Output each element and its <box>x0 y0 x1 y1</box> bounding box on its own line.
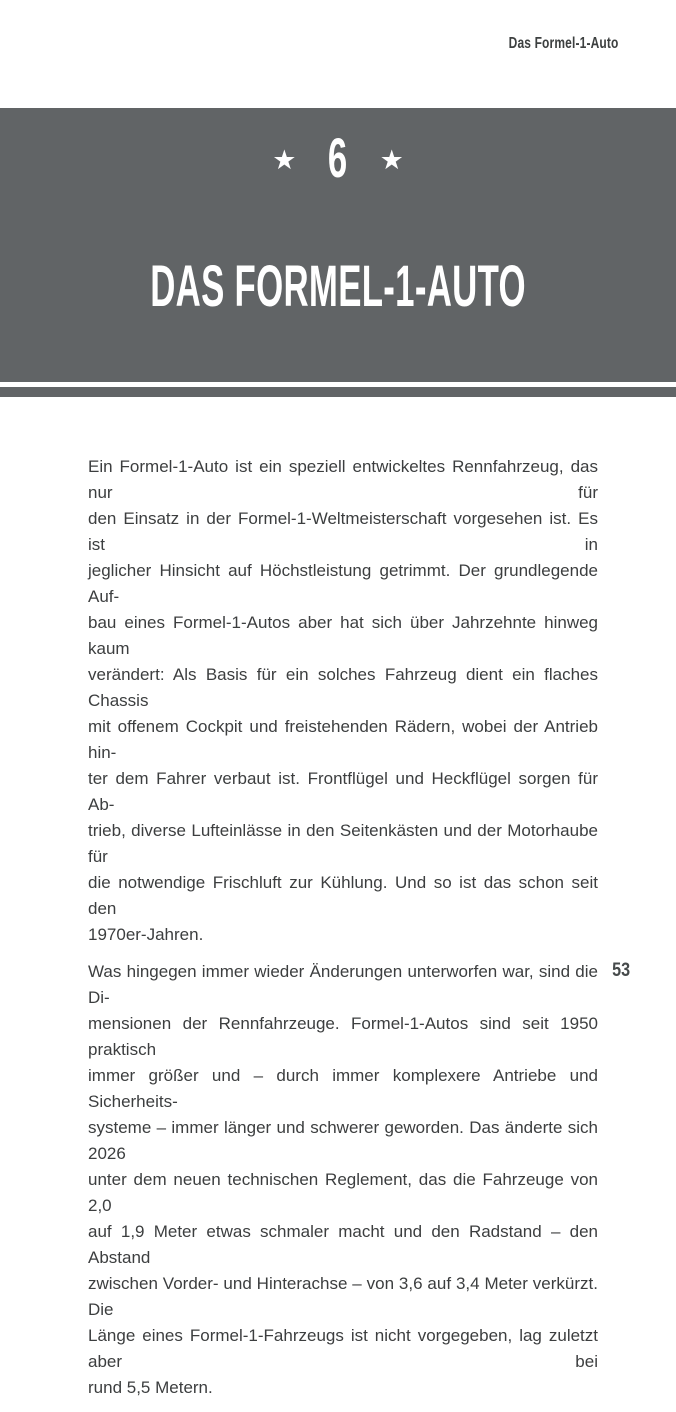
text-line: ter dem Fahrer verbaut ist. Frontflügel und Heckflügel sorgen für Ab- <box>88 769 598 814</box>
text-line: Was hingegen immer wieder Änderungen unterworfen war, sind die Di- <box>88 962 598 1007</box>
chapter-title <box>0 254 676 319</box>
text-line: immer größer und – durch immer komplexere Antriebe und Sicherheits- <box>88 1066 598 1111</box>
text-line: zwischen Vorder- und Hinterachse – von 3,6 auf 3,4 Meter verkürzt. Die <box>88 1274 598 1319</box>
running-header: Das Formel-1-Auto <box>509 35 619 52</box>
chapter-banner <box>0 108 676 382</box>
text-line: unter dem neuen technischen Reglement, das die Fahrzeuge von 2,0 <box>88 1170 598 1215</box>
text-line: mensionen der Rennfahrzeuge. Formel-1-Autos sind seit 1950 praktisch <box>88 1014 598 1059</box>
text-line: systeme – immer länger und schwerer geworden. Das änderte sich 2026 <box>88 1118 598 1163</box>
star-left-icon: ★ <box>272 144 297 175</box>
text-line: verändert: Als Basis für ein solches Fahrzeug dient ein flaches Chassis <box>88 665 598 710</box>
text-line: 1970er-Jahren. <box>88 925 204 944</box>
chapter-number-line <box>0 126 676 189</box>
chapter-number: 6 <box>328 126 348 189</box>
text-line: trieb, diverse Lufteinlässe in den Seitenkästen und der Motorhaube für <box>88 821 598 866</box>
text-line: jeglicher Hinsicht auf Höchstleistung getrimmt. Der grundlegende Auf- <box>88 561 598 606</box>
text-line: mit offenem Cockpit und freistehenden Rädern, wobei der Antrieb hin- <box>88 717 598 762</box>
text-line: Ein Formel-1-Auto ist ein speziell entwickeltes Rennfahrzeug, das nur für <box>88 457 598 502</box>
text-line: den Einsatz in der Formel-1-Weltmeisterschaft vorgesehen ist. Es ist in <box>88 509 598 554</box>
text-line: die notwendige Frischluft zur Kühlung. Und so ist das schon seit den <box>88 873 598 918</box>
chapter-title-text: DAS FORMEL-1-AUTO <box>150 254 526 319</box>
text-line: rund 5,5 Metern. <box>88 1378 213 1397</box>
paragraph <box>88 454 598 948</box>
star-right-icon: ★ <box>379 144 404 175</box>
text-line: auf 1,9 Meter etwas schmaler macht und den Radstand – den Abstand <box>88 1222 598 1267</box>
body-text <box>88 454 598 1412</box>
banner-substrip-divider <box>0 387 676 397</box>
text-line: Länge eines Formel-1-Fahrzeugs ist nicht vorgegeben, lag zuletzt aber bei <box>88 1326 598 1371</box>
page-number: 53 <box>612 960 630 981</box>
text-line: bau eines Formel-1-Autos aber hat sich über Jahrzehnte hinweg kaum <box>88 613 598 658</box>
paragraph <box>88 959 598 1401</box>
